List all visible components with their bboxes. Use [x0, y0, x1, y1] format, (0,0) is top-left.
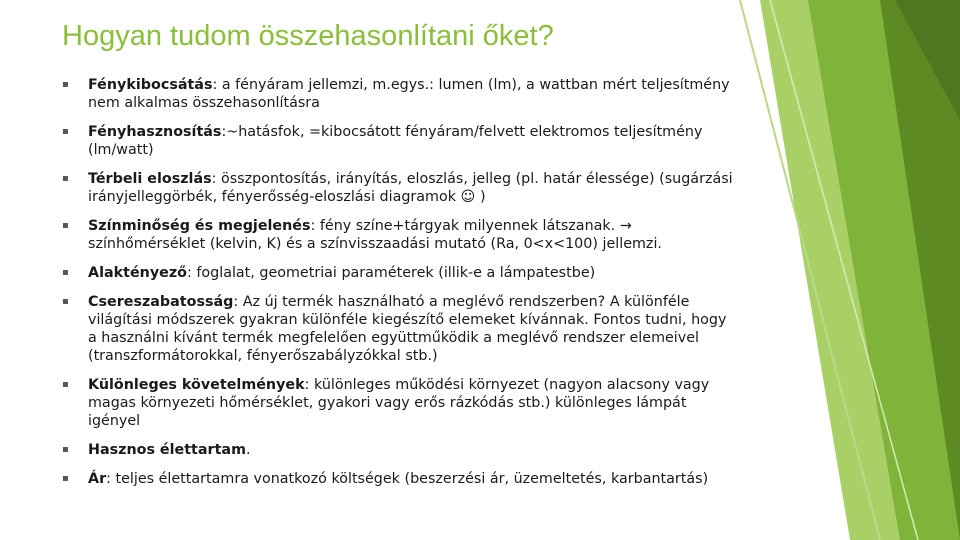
list-item	[56, 264, 736, 282]
list-item	[56, 376, 736, 430]
bullet-marker: ▪	[62, 79, 69, 90]
bullet-marker: ▪	[62, 444, 69, 455]
list-item-term: Csereszabatosság	[88, 294, 234, 310]
list-item-term: Térbeli eloszlás	[88, 171, 212, 187]
list-item-text	[88, 171, 733, 205]
list-item	[56, 76, 736, 112]
bullet-marker: ▪	[62, 473, 69, 484]
slide-title: Hogyan tudom összehasonlítani őket?	[62, 20, 554, 52]
bullet-marker: ▪	[62, 296, 69, 307]
list-item-term: Fényhasznosítás	[88, 124, 222, 140]
list-item-text	[88, 471, 708, 487]
list-item-description: : összpontosítás, irányítás, eloszlás, jelleg (pl. határ élessége) (sugárzási irányjelleggörbék, fényerősség-eloszlási diagramok ☺ )	[88, 171, 733, 205]
list-item-description: : foglalat, geometriai paraméterek (illik-e a lámpatestbe)	[187, 265, 596, 281]
list-item	[56, 170, 736, 206]
list-item-description: : fény színe+tárgyak milyennek látszanak. → színhőmérséklet (kelvin, K) és a színvisszaadási mutató (Ra, 0<x<100) jellemzi.	[88, 218, 662, 252]
list-item-text	[88, 77, 730, 111]
list-item-text	[88, 377, 709, 429]
list-item-description: : Az új termék használható a meglévő rendszerben? A különféle világítási módszerek gyakran különféle kiegészítő elemeket kívánnak. Fontos tudni, hogy a használni kívánt termék megfelelően együttműködik a meglévő rendszer elemeivel (transzformátorokkal, fényerőszabályzókkal stb.)	[88, 294, 727, 364]
list-item-term: Különleges követelmények	[88, 377, 305, 393]
bullet-marker: ▪	[62, 126, 69, 137]
bullet-marker: ▪	[62, 267, 69, 278]
list-item-text	[88, 265, 595, 281]
list-item-term: Ár	[88, 471, 107, 487]
bullet-marker: ▪	[62, 379, 69, 390]
list-item-term: Hasznos élettartam	[88, 442, 246, 458]
list-item-text	[88, 124, 702, 158]
list-item	[56, 441, 736, 459]
list-item-text	[88, 442, 251, 458]
list-item-description: : a fényáram jellemzi, m.egys.: lumen (lm), a wattban mért teljesítmény nem alkalmas összehasonlításra	[88, 77, 730, 111]
list-item-text	[88, 218, 662, 252]
list-item	[56, 123, 736, 159]
bullet-marker: ▪	[62, 173, 69, 184]
list-item-text	[88, 294, 726, 364]
list-item	[56, 293, 736, 365]
bullet-marker: ▪	[62, 220, 69, 231]
list-item	[56, 217, 736, 253]
list-item-description: : különleges működési környezet (nagyon alacsony vagy magas környezeti hőmérséklet, gyakori vagy erős rázkódás stb.) különleges lámpát igényel	[88, 377, 710, 429]
list-item	[56, 470, 736, 488]
list-item-term: Alaktényező	[88, 265, 187, 281]
list-item-term: Fénykibocsátás	[88, 77, 213, 93]
bullet-list	[56, 76, 736, 488]
list-item-description: : teljes élettartamra vonatkozó költségek (beszerzési ár, üzemeltetés, karbantartás)	[106, 471, 709, 487]
list-item-description: :~hatásfok, =kibocsátott fényáram/felvett elektromos teljesítmény (lm/watt)	[88, 124, 703, 158]
list-item-term: Színminőség és megjelenés	[88, 218, 311, 234]
list-item-description: .	[245, 442, 251, 458]
